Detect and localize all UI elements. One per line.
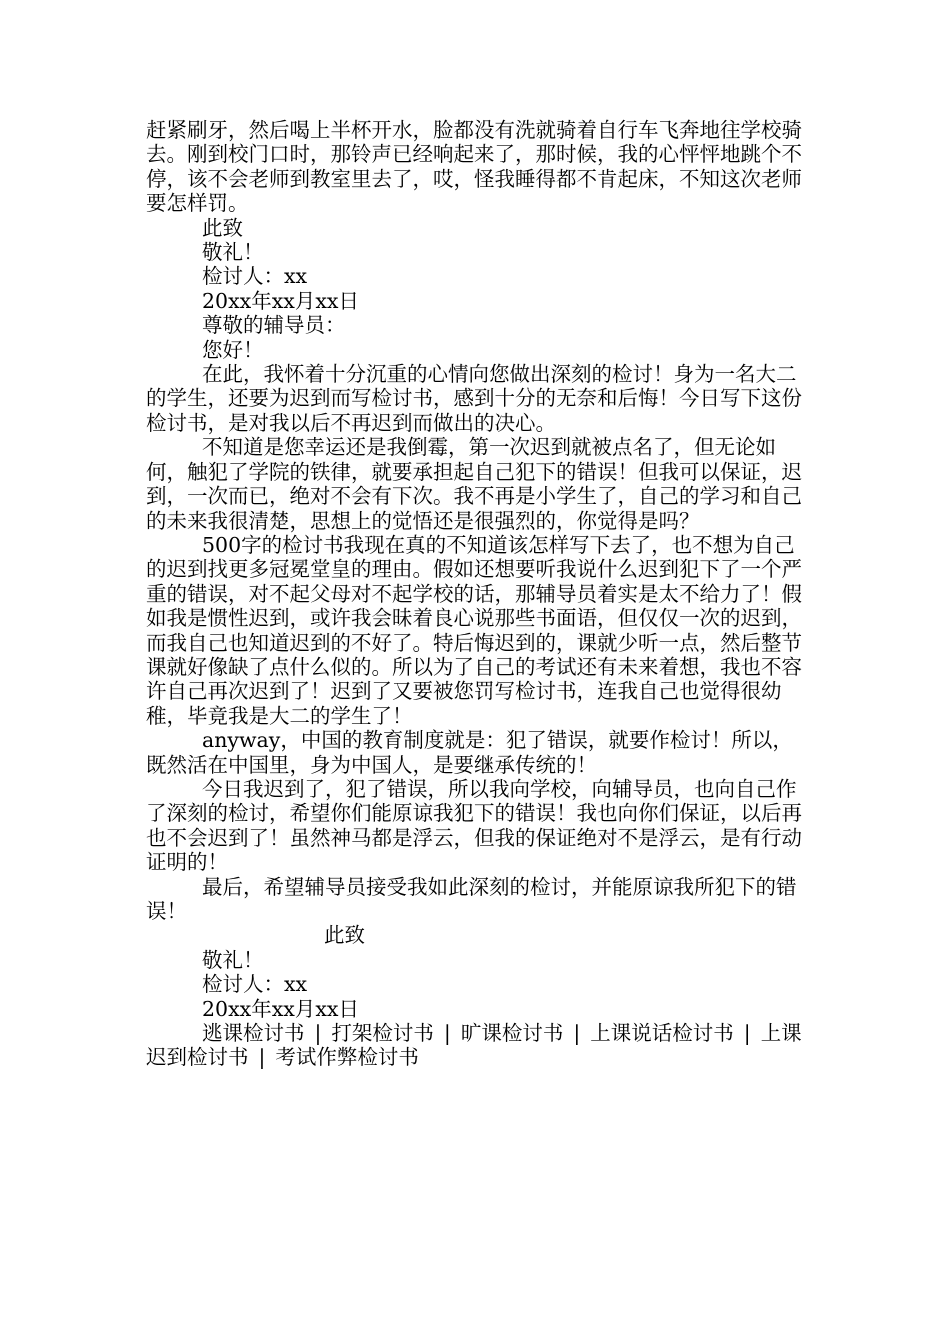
- paragraph: 此致: [324, 923, 365, 948]
- paragraph: 检讨人：xx: [202, 264, 308, 289]
- document-body: [146, 118, 808, 1070]
- link-separator: |: [314, 1021, 322, 1046]
- link-separator: |: [258, 1045, 266, 1070]
- related-link[interactable]: 上课迟到检讨书: [146, 1021, 802, 1070]
- related-link[interactable]: 旷课检讨书: [460, 1021, 564, 1046]
- paragraph: 20xx年xx月xx日: [202, 996, 359, 1021]
- paragraph: 20xx年xx月xx日: [202, 288, 359, 313]
- paragraph-list: [146, 118, 808, 1021]
- related-link[interactable]: 上课说话检讨书: [590, 1021, 734, 1046]
- paragraph: 敬礼！: [202, 947, 264, 972]
- paragraph: 您好！: [202, 337, 264, 362]
- related-links: [146, 1021, 808, 1070]
- paragraph: 500字的检讨书我现在真的不知道该怎样写下去了，也不想为自己的迟到找更多冠冕堂皇的理由。假如还想要听我说什么迟到犯下了一个严重的错误，对不起父母对不起学校的话，那辅导员着实是太不给力了！假如我是惯性迟到，或许我会昧着良心说那些书面语，但仅仅一次的迟到，而我自己也知道迟到的不好了。特后悔迟到的，课就少听一点，然后整节课就好像缺了点什么似的。所以为了自己的考试还有未来着想，我也不容许自己再次迟到了！迟到了又要被您罚写检讨书，连我自己也觉得很幼稚，毕竟我是大二的学生了！: [146, 532, 802, 728]
- paragraph: 敬礼！: [202, 240, 264, 265]
- paragraph: 尊敬的辅导员：: [202, 313, 346, 338]
- related-link[interactable]: 考试作弊检讨书: [275, 1045, 419, 1070]
- paragraph: 检讨人：xx: [202, 972, 308, 997]
- paragraph: 赶紧刷牙，然后喝上半杯开水，脸都没有洗就骑着自行车飞奔地往学校骑去。刚到校门口时，那铃声已经响起来了，那时候，我的心怦怦地跳个不停，该不会老师到教室里去了，哎，怪我睡得都不肯起床，不知这次老师要怎样罚。: [146, 118, 802, 216]
- link-separator: |: [443, 1021, 451, 1046]
- related-link[interactable]: 逃课检讨书: [202, 1021, 305, 1046]
- paragraph: 今日我迟到了，犯了错误，所以我向学校，向辅导员，也向自己作了深刻的检讨，希望你们能原谅我犯下的错误！我也向你们保证，以后再也不会迟到了！虽然神马都是浮云，但我的保证绝对不是浮云，是有行动证明的！: [146, 776, 802, 875]
- paragraph: 在此，我怀着十分沉重的心情向您做出深刻的检讨！身为一名大二的学生，还要为迟到而写检讨书，感到十分的无奈和后悔！今日写下这份检讨书，是对我以后不再迟到而做出的决心。: [146, 362, 802, 435]
- related-link[interactable]: 打架检讨书: [331, 1021, 434, 1046]
- paragraph: anyway，中国的教育制度就是：犯了错误，就要作检讨！所以，既然活在中国里，身为中国人，是要继承传统的！: [146, 728, 793, 777]
- link-separator: |: [573, 1021, 581, 1046]
- link-separator: |: [743, 1021, 751, 1046]
- paragraph: 不知道是您幸运还是我倒霉，第一次迟到就被点名了，但无论如何，触犯了学院的铁律，就要承担起自己犯下的错误！但我可以保证，迟到，一次而已，绝对不会有下次。我不再是小学生了，自己的学习和自己的未来我很清楚，思想上的觉悟还是很强烈的，你觉得是吗？: [146, 435, 802, 533]
- paragraph: 最后，希望辅导员接受我如此深刻的检讨，并能原谅我所犯下的错误！: [146, 874, 797, 923]
- paragraph: 此致: [202, 215, 243, 240]
